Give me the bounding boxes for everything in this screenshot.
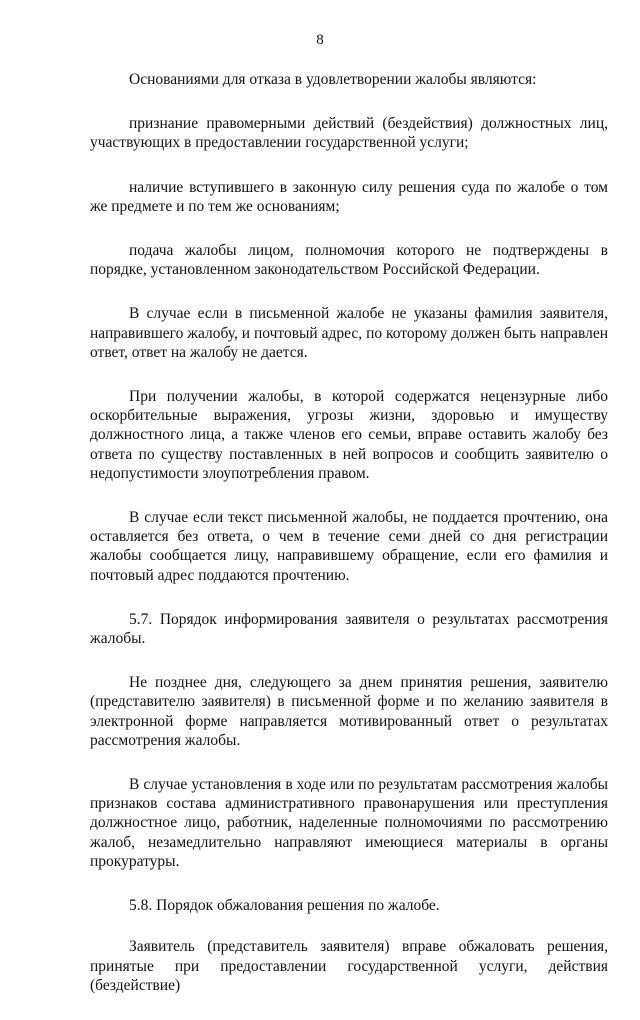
paragraph-reply-deadline: Не позднее дня, следующего за днем принятия решения, заявителю (представителю заявителя) в письменной форме и по желанию заявителя в электронной форме направляется мотивированный ответ о результатах рассмотрения жалобы. — [90, 674, 608, 749]
paragraph-appeal-right: Заявитель (представитель заявителя) вправе обжаловать решения, принятые при предоставлении государственной услуги, действия (бездействие) — [90, 938, 608, 994]
paragraph-no-name-address: В случае если в письменной жалобе не указаны фамилия заявителя, направившего жалобу, и почтовый адрес, по которому должен быть направлен ответ, ответ на жалобу не дается. — [90, 305, 608, 361]
paragraph-refusal-ground-lawful-actions: признание правомерными действий (бездействия) должностных лиц, участвующих в предоставлении государственной услуги; — [90, 115, 608, 152]
paragraph-refusal-ground-court-decision: наличие вступившего в законную силу решения суда по жалобе о том же предмете и по тем же основаниям; — [90, 178, 608, 215]
paragraph-refusal-grounds-intro: Основаниями для отказа в удовлетворении жалобы являются: — [129, 71, 537, 88]
paragraph-unreadable-text: В случае если текст письменной жалобы, не поддается прочтению, она оставляется без ответа, о чем в течение семи дней со дня регистрации жалобы сообщается лицу, направившему обращение, если его фамилия и почтовый адрес поддаются прочтению. — [90, 509, 608, 584]
document-body — [90, 70, 608, 1020]
section-heading-5-8: 5.8. Порядок обжалования решения по жалобе. — [129, 897, 440, 915]
paragraph-offense-signs: В случае установления в ходе или по результатам рассмотрения жалобы признаков состава административного правонарушения или преступления должностное лицо, работник, наделенные полномочиями по рассмотрению жалоб, незамедлительно направляют имеющиеся материалы в органы прокуратуры. — [90, 776, 608, 870]
section-heading-5-7: 5.7. Порядок информирования заявителя о результатах рассмотрения жалобы. — [90, 610, 608, 648]
paragraph-obscene-content: При получении жалобы, в которой содержатся нецензурные либо оскорбительные выражения, угрозы жизни, здоровью и имуществу должностного лица, а также членов его семьи, вправе оставить жалобу без ответа по существу поставленных в ней вопросов и сообщить заявителю о недопустимости злоупотребления правом. — [90, 388, 608, 482]
page-number: 8 — [316, 32, 324, 48]
paragraph-refusal-ground-unconfirmed-authority: подача жалобы лицом, полномочия которого не подтверждены в порядке, установленном законодательством Российской Федерации. — [90, 242, 608, 279]
